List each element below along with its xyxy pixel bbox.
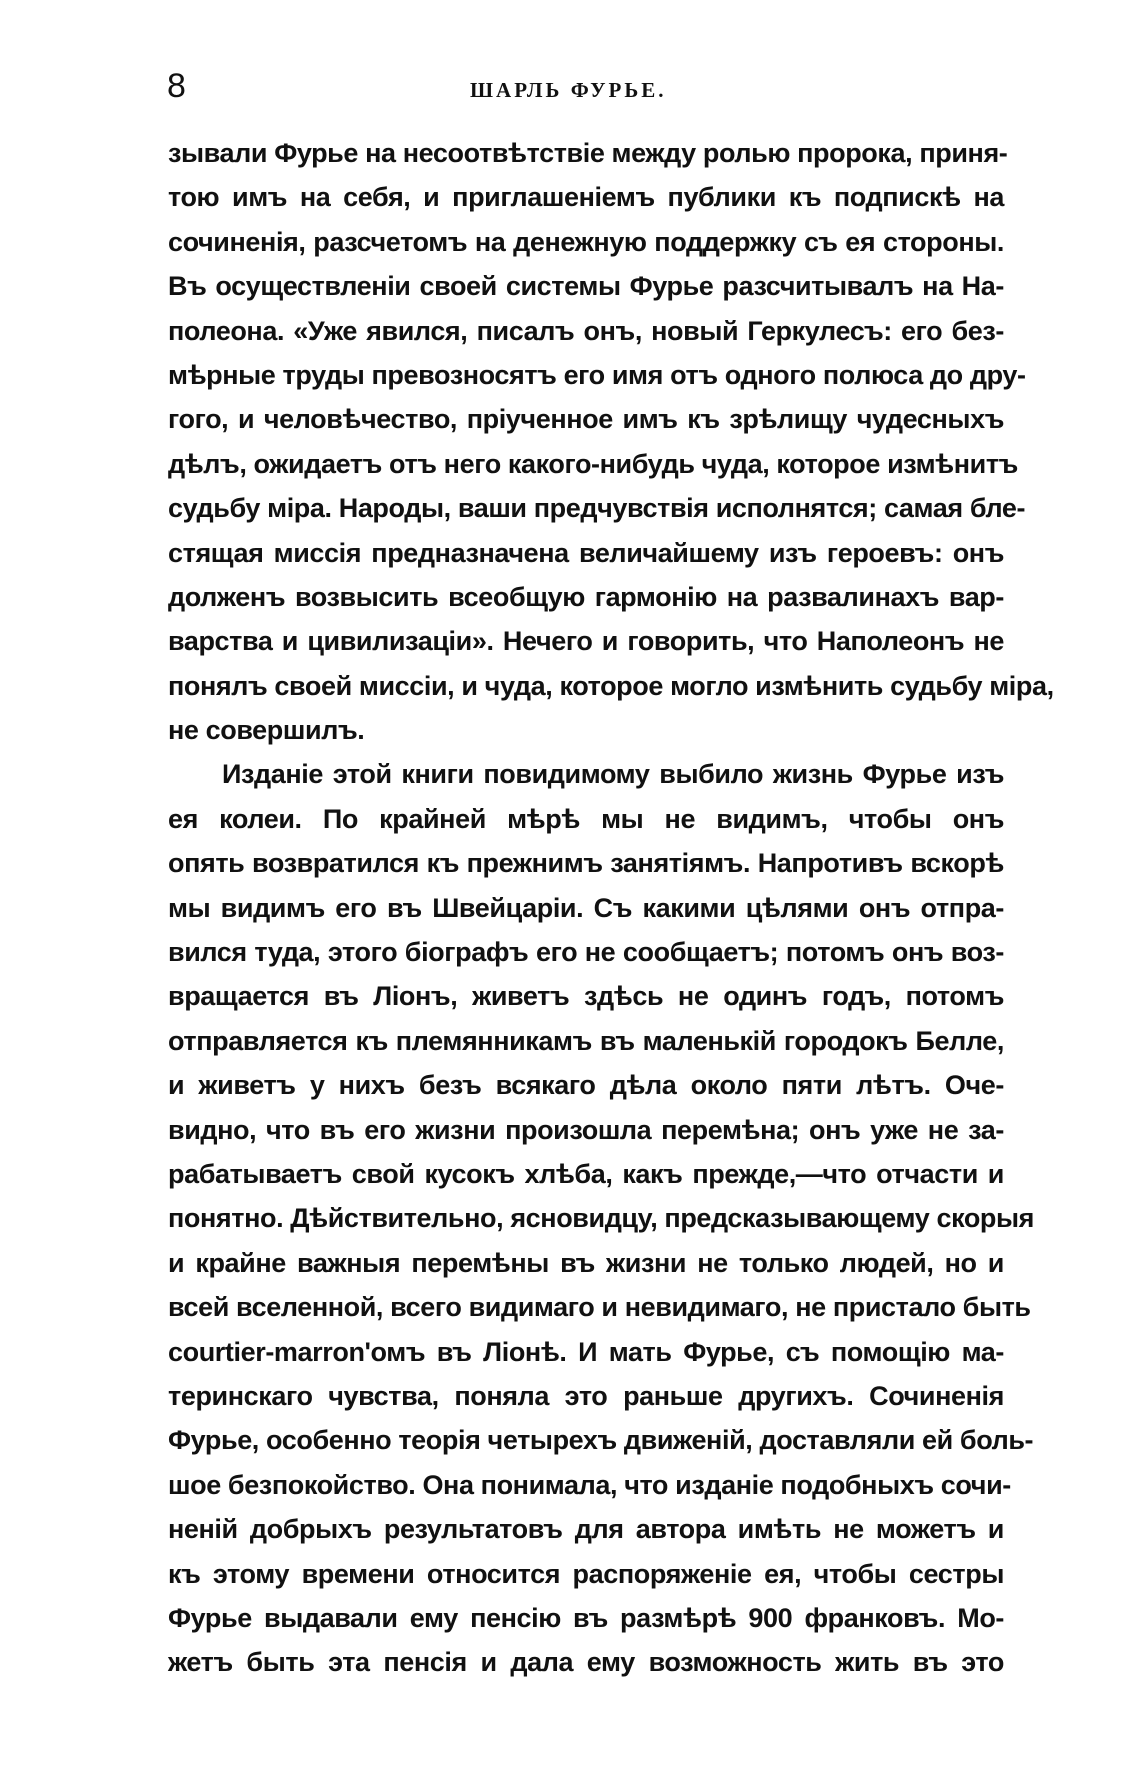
text-line: не совершилъ.	[168, 715, 365, 746]
paragraph	[168, 752, 1035, 1684]
text-line: полеона. «Уже явился, писалъ онъ, новый Геркулесъ: его без-	[168, 315, 1004, 346]
text-line: видно, что въ его жизни произошла перемѣна; онъ уже не за-	[168, 1114, 1004, 1145]
text-line: Въ осуществленіи своей системы Фурье разсчитывалъ на На-	[168, 271, 1004, 302]
text-line: отправляется къ племянникамъ въ маленькій городокъ Белле,	[168, 1025, 1004, 1056]
text-line: понялъ своей миссіи, и чуда, которое могло измѣнить судьбу міра,	[168, 670, 1054, 701]
text-line: Фурье выдавали ему пенсію въ размѣрѣ 900 франковъ. Мо-	[168, 1602, 1004, 1633]
text-line: и живетъ у нихъ безъ всякаго дѣла около пяти лѣтъ. Оче-	[168, 1070, 1004, 1101]
text-line: Изданіе этой книги повидимому выбило жизнь Фурье изъ	[222, 759, 1004, 790]
text-line: къ этому времени относится распоряженіе ея, чтобы сестры	[168, 1558, 1004, 1589]
text-line: тою имъ на себя, и приглашеніемъ публики къ подпискѣ на	[168, 182, 1004, 213]
text-line: дѣлъ, ожидаетъ отъ него какого-нибудь чуда, которое измѣнитъ	[168, 448, 1018, 479]
text-line: стящая миссія предназначена величайшему изъ героевъ: онъ	[168, 537, 1004, 568]
text-line: судьбу міра. Народы, ваши предчувствія исполнятся; самая бле-	[168, 493, 1026, 524]
text-line: courtier-marron'омъ въ Ліонѣ. И мать Фурье, съ помощію ма-	[168, 1336, 1004, 1367]
text-line: мѣрные труды превозносятъ его имя отъ одного полюса до дру-	[168, 359, 1026, 390]
text-line: ея колеи. По крайней мѣрѣ мы не видимъ, чтобы онъ	[168, 803, 1004, 834]
running-head: ШАРЛЬ ФУРЬЕ.	[470, 78, 667, 102]
text-line: мы видимъ его въ Швейцаріи. Съ какими цѣлями онъ отпра-	[168, 892, 1004, 923]
text-line: опять возвратился къ прежнимъ занятіямъ. Напротивъ вскорѣ	[168, 848, 1004, 879]
text-line: всей вселенной, всего видимаго и невидимаго, не пристало быть	[168, 1292, 1031, 1323]
text-line: рабатываетъ свой кусокъ хлѣба, какъ прежде,—что отчасти и	[168, 1158, 1004, 1189]
text-line: вращается въ Ліонъ, живетъ здѣсь не одинъ годъ, потомъ	[168, 981, 1004, 1012]
text-line: сочиненія, разсчетомъ на денежную поддержку съ ея стороны.	[168, 226, 1004, 257]
text-line: неній добрыхъ результатовъ для автора имѣть не можетъ и	[168, 1514, 1004, 1545]
paragraph	[168, 131, 1054, 752]
text-line: вился туда, этого біографъ его не сообщаетъ; потомъ онъ воз-	[168, 937, 1004, 968]
text-line: гого, и человѣчество, пріученное имъ къ зрѣлищу чудесныхъ	[168, 404, 1004, 435]
body-text	[168, 131, 1054, 1685]
text-line: и крайне важныя перемѣны въ жизни не только людей, но и	[168, 1247, 1004, 1278]
text-line: понятно. Дѣйствительно, ясновидцу, предсказывающему скорыя	[168, 1203, 1035, 1234]
text-line: шое безпокойство. Она понимала, что изданіе подобныхъ сочи-	[168, 1469, 1011, 1500]
text-line: жетъ быть эта пенсія и дала ему возможность жить въ это	[168, 1647, 1004, 1678]
text-line: зывали Фурье на несоотвѣтствіе между ролью пророка, приня-	[168, 138, 1008, 168]
text-line: Фурье, особенно теорія четырехъ движеній, доставляли ей боль-	[168, 1425, 1034, 1456]
page-number: 8	[167, 67, 186, 105]
text-line: теринскаго чувства, поняла это раньше другихъ. Сочиненія	[168, 1380, 1004, 1411]
text-line: варства и цивилизаціи». Нечего и говорить, что Наполеонъ не	[168, 626, 1004, 657]
text-line: долженъ возвысить всеобщую гармонію на развалинахъ вар-	[168, 581, 1004, 612]
